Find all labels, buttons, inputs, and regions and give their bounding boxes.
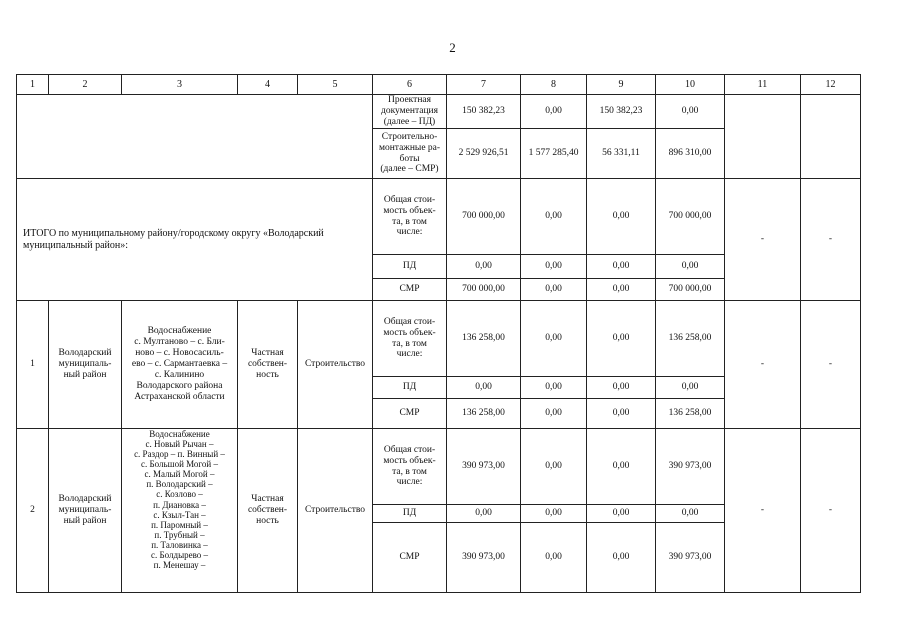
col12-cell: - bbox=[801, 429, 861, 593]
cell-value: 150 382,23 bbox=[447, 95, 521, 129]
cell-value: 0,00 bbox=[587, 279, 656, 301]
pd-label: ПД bbox=[373, 377, 447, 399]
col11-cell: - bbox=[725, 301, 801, 429]
cell-value: 0,00 bbox=[656, 377, 725, 399]
budget-table bbox=[16, 74, 861, 593]
table-row bbox=[17, 95, 861, 129]
cell-value: 896 310,00 bbox=[656, 129, 725, 179]
district-cell: Володарский муниципаль- ный район bbox=[49, 429, 122, 593]
cell-value: 0,00 bbox=[521, 429, 587, 505]
cell-value: 0,00 bbox=[587, 523, 656, 593]
cell-value: 0,00 bbox=[521, 95, 587, 129]
cell-value: 0,00 bbox=[447, 377, 521, 399]
cell-value: 0,00 bbox=[521, 179, 587, 255]
table-row bbox=[17, 179, 861, 255]
cell-value: 390 973,00 bbox=[447, 523, 521, 593]
col-header: 10 bbox=[656, 75, 725, 95]
cell-value: 0,00 bbox=[521, 255, 587, 279]
cont-blank-cell bbox=[17, 95, 373, 179]
cell-value: 150 382,23 bbox=[587, 95, 656, 129]
cell-value: 0,00 bbox=[521, 505, 587, 523]
cont-pd-label: Проектная документация (далее – ПД) bbox=[373, 95, 447, 129]
cell-value: 390 973,00 bbox=[656, 523, 725, 593]
work-type-cell: Строительство bbox=[298, 429, 373, 593]
smr-label: СМР bbox=[373, 279, 447, 301]
cont-col12-cell bbox=[801, 95, 861, 179]
total-label: Общая стои- мость объек- та, в том числе: bbox=[373, 179, 447, 255]
col-header: 6 bbox=[373, 75, 447, 95]
cell-value: 700 000,00 bbox=[447, 279, 521, 301]
object-cell: Водоснабжение с. Новый Рычан – с. Раздор – п. Винный – с. Большой Могой – с. Малый Могой – п. Володарский – с. Козлово – п. Диановка – с. Кзыл-Тан – п. Паромный – п. Трубный – п. Таловинка – с. Болдырево – п. Менешау – bbox=[122, 429, 238, 593]
smr-label: СМР bbox=[373, 399, 447, 429]
work-type-cell: Строительство bbox=[298, 301, 373, 429]
cont-smr-label: Строительно- монтажные ра- боты (далее – СМР) bbox=[373, 129, 447, 179]
col-header: 7 bbox=[447, 75, 521, 95]
ownership-cell: Частная собствен- ность bbox=[238, 429, 298, 593]
col12-cell: - bbox=[801, 301, 861, 429]
row-number: 2 bbox=[17, 429, 49, 593]
cell-value: 700 000,00 bbox=[656, 179, 725, 255]
header-row bbox=[17, 75, 861, 95]
total-label: Общая стои- мость объек- та, в том числе: bbox=[373, 429, 447, 505]
col-header: 4 bbox=[238, 75, 298, 95]
col-header: 2 bbox=[49, 75, 122, 95]
cell-value: 1 577 285,40 bbox=[521, 129, 587, 179]
table-row bbox=[17, 301, 861, 377]
cell-value: 0,00 bbox=[656, 255, 725, 279]
cell-value: 0,00 bbox=[447, 255, 521, 279]
itogo-col11: - bbox=[725, 179, 801, 301]
cell-value: 700 000,00 bbox=[656, 279, 725, 301]
ownership-cell: Частная собствен- ность bbox=[238, 301, 298, 429]
cell-value: 56 331,11 bbox=[587, 129, 656, 179]
cell-value: 0,00 bbox=[656, 505, 725, 523]
cell-value: 0,00 bbox=[656, 95, 725, 129]
cell-value: 390 973,00 bbox=[447, 429, 521, 505]
cell-value: 0,00 bbox=[521, 377, 587, 399]
cell-value: 390 973,00 bbox=[656, 429, 725, 505]
cell-value: 0,00 bbox=[587, 301, 656, 377]
cell-value: 0,00 bbox=[521, 301, 587, 377]
table-row bbox=[17, 429, 861, 505]
object-cell: Водоснабжение с. Мултаново – с. Бли- ново – с. Новосасиль- ево – с. Сармантаевка – с. Калинино Володарского района Астраханской области bbox=[122, 301, 238, 429]
total-label: Общая стои- мость объек- та, в том числе: bbox=[373, 301, 447, 377]
cell-value: 136 258,00 bbox=[656, 399, 725, 429]
col-header: 1 bbox=[17, 75, 49, 95]
col-header: 9 bbox=[587, 75, 656, 95]
cell-value: 0,00 bbox=[521, 279, 587, 301]
cell-value: 0,00 bbox=[447, 505, 521, 523]
cell-value: 0,00 bbox=[521, 399, 587, 429]
cell-value: 0,00 bbox=[587, 179, 656, 255]
cell-value: 0,00 bbox=[587, 505, 656, 523]
district-cell: Володарский муниципаль- ный район bbox=[49, 301, 122, 429]
cell-value: 0,00 bbox=[587, 255, 656, 279]
smr-label: СМР bbox=[373, 523, 447, 593]
cell-value: 0,00 bbox=[587, 377, 656, 399]
cell-value: 136 258,00 bbox=[656, 301, 725, 377]
col-header: 12 bbox=[801, 75, 861, 95]
col11-cell: - bbox=[725, 429, 801, 593]
row-number: 1 bbox=[17, 301, 49, 429]
cell-value: 0,00 bbox=[587, 399, 656, 429]
cell-value: 0,00 bbox=[587, 429, 656, 505]
cell-value: 2 529 926,51 bbox=[447, 129, 521, 179]
cell-value: 136 258,00 bbox=[447, 399, 521, 429]
pd-label: ПД bbox=[373, 505, 447, 523]
cell-value: 136 258,00 bbox=[447, 301, 521, 377]
col-header: 3 bbox=[122, 75, 238, 95]
pd-label: ПД bbox=[373, 255, 447, 279]
cont-col11-cell bbox=[725, 95, 801, 179]
itogo-label: ИТОГО по муниципальному району/городскому округу «Володарский муниципальный район»: bbox=[17, 179, 373, 301]
col-header: 5 bbox=[298, 75, 373, 95]
page-number: 2 bbox=[449, 40, 456, 55]
itogo-col12: - bbox=[801, 179, 861, 301]
col-header: 8 bbox=[521, 75, 587, 95]
cell-value: 700 000,00 bbox=[447, 179, 521, 255]
col-header: 11 bbox=[725, 75, 801, 95]
cell-value: 0,00 bbox=[521, 523, 587, 593]
